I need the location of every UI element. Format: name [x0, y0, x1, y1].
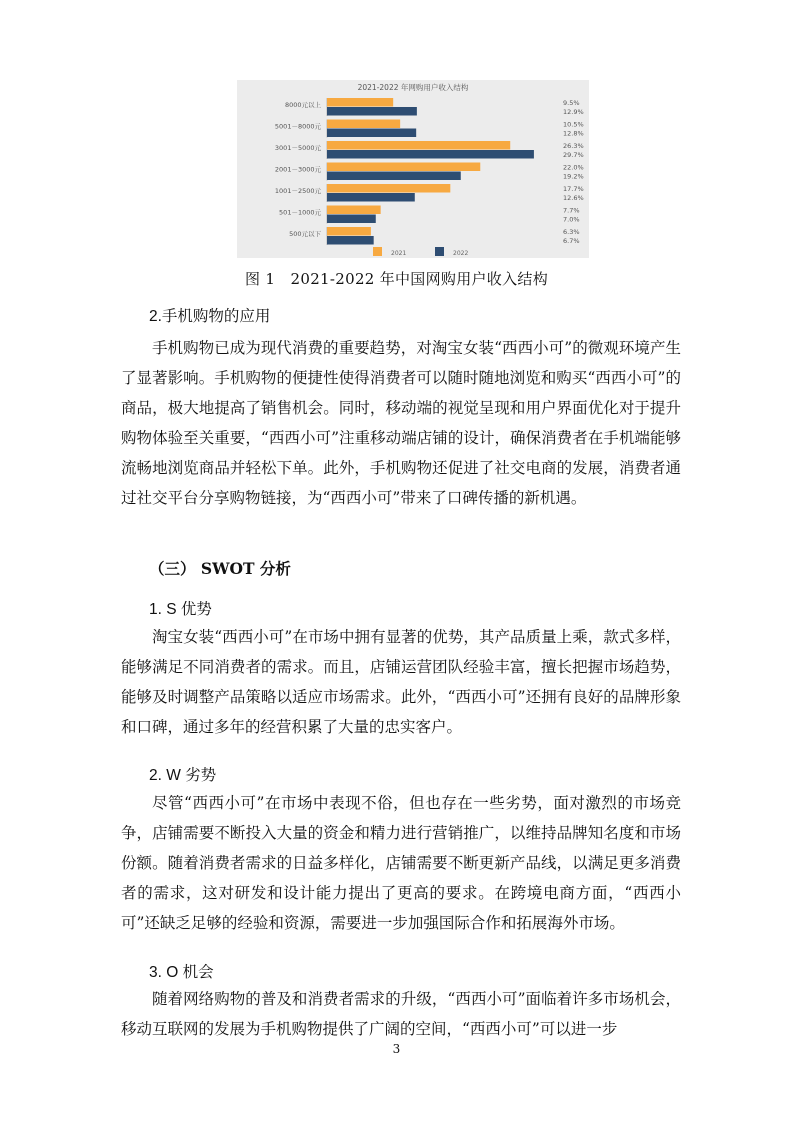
data-label: 7.7% — [563, 206, 580, 215]
data-label: 26.3% — [563, 142, 584, 150]
category-label: 2001－3000元 — [274, 165, 321, 174]
bar-2022 — [327, 150, 534, 159]
chart-canvas — [237, 80, 589, 258]
bar-2021 — [327, 163, 480, 172]
paragraph-mobile-shopping: 手机购物已成为现代消费的重要趋势，对淘宝女装“西西小可”的微观环境产生了显著影响。手机购物的便捷性使得消费者可以随时随地浏览和购买“西西小可”的商品，极大地提高了销售机会。同时，移动端的视觉呈现和用户界面优化对于提升购物体验至关重要，“西西小可”注重移动端店铺的设计，确保消费者在手机端能够流畅地浏览商品并轻松下单。此外，手机购物还促进了社交电商的发展，消费者通过社交平台分享购物链接，为“西西小可”带来了口碑传播的新机遇。 — [121, 339, 681, 507]
category-label: 501－1000元 — [279, 208, 321, 217]
category-label: 500元以下 — [289, 230, 321, 238]
data-label: 29.7% — [563, 151, 584, 159]
data-label: 6.7% — [563, 237, 580, 245]
bar-2022 — [327, 107, 417, 116]
legend-label: 2022 — [453, 250, 469, 257]
bar-2021 — [327, 227, 371, 236]
heading-opportunities: 3. O 机会 — [149, 964, 214, 981]
category-label: 3001－5000元 — [274, 144, 321, 152]
legend-label: 2021 — [391, 250, 407, 257]
bar-2022 — [327, 129, 416, 138]
paragraph-strengths: 淘宝女装“西西小可”在市场中拥有显著的优势，其产品质量上乘，款式多样，能够满足不同消费者的需求。而且，店铺运营团队经验丰富，擅长把握市场趋势，能够及时调整产品策略以适应市场需求。此外，“西西小可”还拥有良好的品牌形象和口碑，通过多年的经营积累了大量的忠实客户。 — [121, 628, 681, 736]
bar-2022 — [327, 236, 374, 245]
paragraph-weaknesses: 尽管“西西小可”在市场中表现不俗，但也存在一些劣势，面对激烈的市场竞争，店铺需要不断投入大量的资金和精力进行营销推广，以维持品牌知名度和市场份额。随着消费者需求的日益多样化，店铺需要不断更新产品线，以满足更多消费者的需求，这对研发和设计能力提出了更高的要求。在跨境电商方面，“西西小可”还缺乏足够的经验和资源，需要进一步加强国际合作和拓展海外市场。 — [121, 794, 681, 932]
paragraph-opportunities: 随着网络购物的普及和消费者需求的升级，“西西小可”面临着许多市场机会，移动互联网的发展为手机购物提供了广阔的空间，“西西小可”可以进一步 — [121, 990, 681, 1038]
bar-2022 — [327, 172, 461, 181]
data-label: 12.9% — [563, 108, 584, 116]
data-label: 22.0% — [563, 163, 584, 172]
category-label: 5001－8000元 — [274, 122, 321, 131]
chart-title: 2021-2022 年网购用户收入结构 — [357, 83, 469, 92]
category-label: 1001－2500元 — [274, 187, 321, 195]
heading-weaknesses: 2. W 劣势 — [149, 767, 217, 784]
category-label: 8000元以上 — [284, 101, 321, 109]
section-heading-swot: （三） SWOT 分析 — [149, 559, 291, 578]
bar-2022 — [327, 193, 415, 202]
income-structure-chart — [237, 80, 589, 258]
data-label: 12.6% — [563, 194, 584, 202]
page-number: 3 — [392, 1042, 401, 1056]
figure-caption: 图 1 2021-2022 年中国网购用户收入结构 — [245, 270, 548, 288]
bar-2021 — [327, 141, 510, 150]
legend-swatch — [435, 247, 444, 256]
legend-swatch — [373, 247, 382, 256]
data-label: 17.7% — [563, 185, 584, 193]
heading-strengths: 1. S 优势 — [149, 601, 212, 618]
data-label: 12.8% — [563, 129, 584, 138]
bar-2021 — [327, 206, 381, 215]
data-label: 9.5% — [563, 99, 580, 107]
data-label: 10.5% — [563, 120, 584, 129]
data-label: 6.3% — [563, 228, 580, 236]
data-label: 19.2% — [563, 172, 584, 181]
data-label: 7.0% — [563, 215, 580, 224]
bar-2022 — [327, 215, 376, 224]
section-heading-mobile-shopping: 2.手机购物的应用 — [149, 308, 271, 325]
bar-2021 — [327, 98, 393, 107]
bar-2021 — [327, 120, 400, 129]
bar-2021 — [327, 184, 450, 193]
